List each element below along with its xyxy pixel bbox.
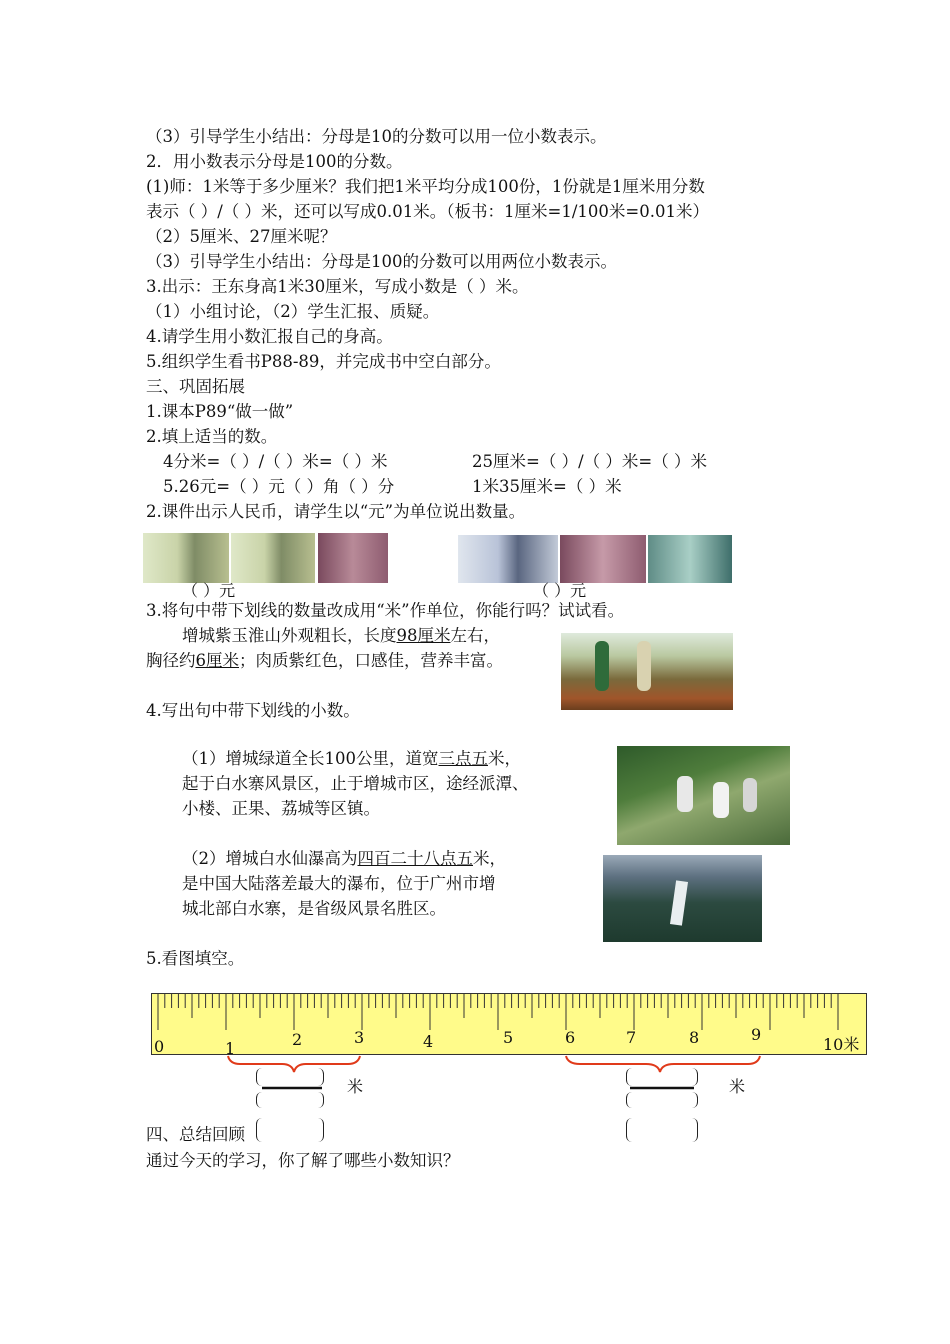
answer-blank[interactable] [626,1068,698,1086]
answer-blank[interactable] [256,1118,324,1142]
fill-blank: 4分米=（ ）/（ ）米=（ ）米 [163,452,388,471]
text-line: 城北部白水寨，是省级风景名胜区。 [182,899,446,918]
unit-label: 米 [347,1077,364,1096]
fill-blank: 25厘米=（ ）/（ ）米=（ ）米 [472,452,707,471]
ruler-label: 8 [689,1028,700,1047]
text-line: 4.请学生用小数汇报自己的身高。 [146,327,393,346]
text-line: 胸径约6厘米；肉质紫红色，口感佳，营养丰富。 [146,651,503,670]
fill-blank: 5.26元=（ ）元（ ）角（ ）分 [163,477,395,496]
ruler-label: 3 [354,1028,365,1047]
blank-label: （ ）元 [533,581,587,600]
ruler-label: 0 [154,1037,165,1056]
ruler-label: 6 [565,1028,576,1047]
text-line: 小楼、正果、荔城等区镇。 [182,799,380,818]
text-line: 2.课件出示人民币，请学生以“元”为单位说出数量。 [146,502,526,521]
unit-label: 米 [729,1077,746,1096]
text-line: 增城紫玉淮山外观粗长，长度98厘米左右， [182,626,500,645]
text-line: （3）引导学生小结出：分母是100的分数可以用两位小数表示。 [146,252,617,271]
text-line: 表示（ ）/（ ）米，还可以写成0.01米。（板书：1厘米=1/100米=0.01米） [146,202,709,221]
text-line: （1）小组讨论，（2）学生汇报、质疑。 [146,302,440,321]
text-line: （2）5厘米、27厘米呢？ [146,227,337,246]
section-heading: 四、总结回顾 [146,1125,245,1144]
ruler-label: 10米 [823,1035,860,1054]
fill-blank: 1米35厘米=（ ）米 [472,477,622,496]
text-line: 起于白水寨风景区，止于增城市区，途经派潭、 [182,774,529,793]
text-line: 1.课本P89“做一做” [146,402,294,421]
text-line: 通过今天的学习，你了解了哪些小数知识？ [146,1151,460,1170]
text-line: 3.将句中带下划线的数量改成用“米”作单位，你能行吗？试试看。 [146,601,625,620]
section-heading: 三、巩固拓展 [146,377,245,396]
text-line: （1）增城绿道全长100公里，道宽三点五米， [182,749,521,768]
text-line: 2.填上适当的数。 [146,427,278,446]
blank-label: （ ）元 [182,581,236,600]
text-line: 3.出示：王东身高1米30厘米，写成小数是（ ）米。 [146,277,529,296]
text-line: （2）增城白水仙瀑高为四百二十八点五米， [182,849,506,868]
ruler-label: 1 [225,1039,236,1058]
answer-blank[interactable] [626,1118,698,1142]
answer-blank[interactable] [256,1092,324,1108]
text-line: （3）引导学生小结出：分母是10的分数可以用一位小数表示。 [146,127,607,146]
text-line: (1)师：1米等于多少厘米？我们把1米平均分成100份，1份就是1厘米用分数 [146,177,705,196]
ruler-label: 7 [626,1028,637,1047]
ruler-label: 5 [503,1028,514,1047]
ruler-label: 4 [423,1032,434,1051]
text-line: 4.写出句中带下划线的小数。 [146,701,360,720]
answer-blank[interactable] [256,1068,324,1086]
ruler-label: 9 [751,1025,762,1044]
text-line: 是中国大陆落差最大的瀑布，位于广州市增 [182,874,496,893]
text-line: 2．用小数表示分母是100的分数。 [146,152,403,171]
answer-blank[interactable] [626,1092,698,1108]
text-line: 5.组织学生看书P88-89，并完成书中空白部分。 [146,352,501,371]
ruler-label: 2 [292,1030,303,1049]
text-line: 5.看图填空。 [146,949,245,968]
